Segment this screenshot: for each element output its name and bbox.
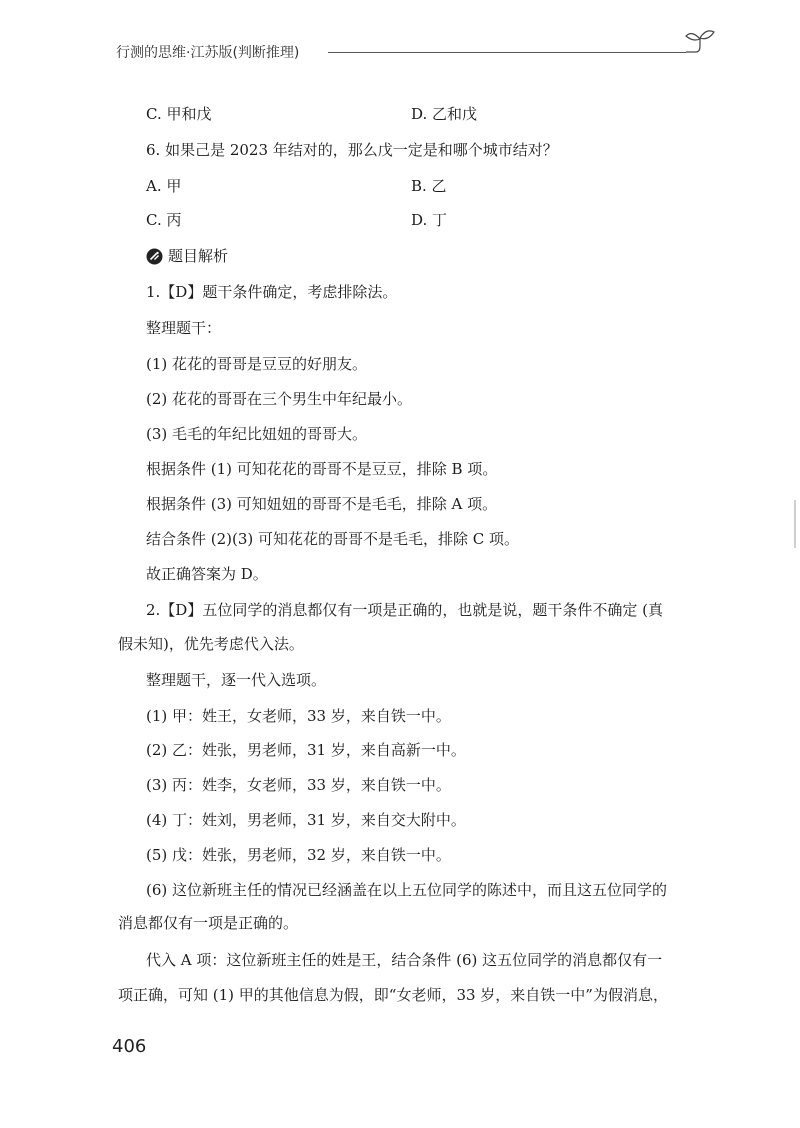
analysis-line: 整理题干，逐一代入选项。 (146, 671, 327, 689)
header-rule (328, 52, 686, 53)
analysis-line: 1.【D】题干条件确定，考虑排除法。 (146, 283, 398, 301)
analysis-line: (2) 乙：姓张，男老师，31 岁，来自高新一中。 (146, 741, 466, 759)
q6-option-a: A. 甲 (146, 177, 182, 195)
analysis-line: 整理题干： (146, 319, 222, 337)
analysis-heading-label: 题目解析 (168, 247, 229, 265)
analysis-line: 假未知)，优先考虑代入法。 (118, 635, 304, 653)
analysis-line: 2.【D】五位同学的消息都仅有一项是正确的，也就是说，题干条件不确定 (真 (146, 601, 663, 619)
q5-option-d: D. 乙和戊 (411, 105, 478, 123)
analysis-line: (1) 甲：姓王，女老师，33 岁，来自铁一中。 (146, 707, 451, 725)
analysis-line: (1) 花花的哥哥是豆豆的好朋友。 (146, 355, 368, 373)
analysis-line: 项正确，可知 (1) 甲的其他信息为假，即“女老师，33 岁，来自铁一中”为假消息， (118, 986, 668, 1004)
q6-stem: 6. 如果己是 2023 年结对的，那么戊一定是和哪个城市结对？ (146, 141, 558, 159)
analysis-line: (6) 这位新班主任的情况已经涵盖在以上五位同学的陈述中，而且这五位同学的 (146, 881, 668, 899)
analysis-line: 根据条件 (3) 可知妞妞的哥哥不是毛毛，排除 A 项。 (146, 495, 498, 513)
scan-artifact (794, 500, 796, 548)
q6-option-b: B. 乙 (411, 177, 447, 195)
analysis-line: 故正确答案为 D。 (146, 565, 268, 583)
running-header (116, 36, 726, 66)
page-number: 406 (112, 1036, 147, 1057)
analysis-line: (3) 毛毛的年纪比妞妞的哥哥大。 (146, 425, 368, 443)
analysis-line: (2) 花花的哥哥在三个男生中年纪最小。 (146, 390, 413, 408)
sprout-icon (682, 26, 718, 62)
analysis-icon (146, 248, 163, 265)
analysis-line: 结合条件 (2)(3) 可知花花的哥哥不是毛毛，排除 C 项。 (146, 530, 520, 548)
q6-option-c: C. 丙 (146, 211, 182, 229)
q6-option-d: D. 丁 (411, 211, 448, 229)
q5-option-c: C. 甲和戊 (146, 105, 212, 123)
analysis-line: (3) 丙：姓李，女老师，33 岁，来自铁一中。 (146, 776, 451, 794)
header-title: 行测的思维·江苏版(判断推理) (116, 45, 300, 61)
analysis-line: 根据条件 (1) 可知花花的哥哥不是豆豆，排除 B 项。 (146, 460, 498, 478)
analysis-line: (5) 戊：姓张，男老师，32 岁，来自铁一中。 (146, 846, 451, 864)
analysis-line: 代入 A 项：这位新班主任的姓是王，结合条件 (6) 这五位同学的消息都仅有一 (146, 951, 663, 969)
analysis-line: 消息都仅有一项是正确的。 (118, 914, 299, 932)
analysis-line: (4) 丁：姓刘，男老师，31 岁，来自交大附中。 (146, 811, 466, 829)
